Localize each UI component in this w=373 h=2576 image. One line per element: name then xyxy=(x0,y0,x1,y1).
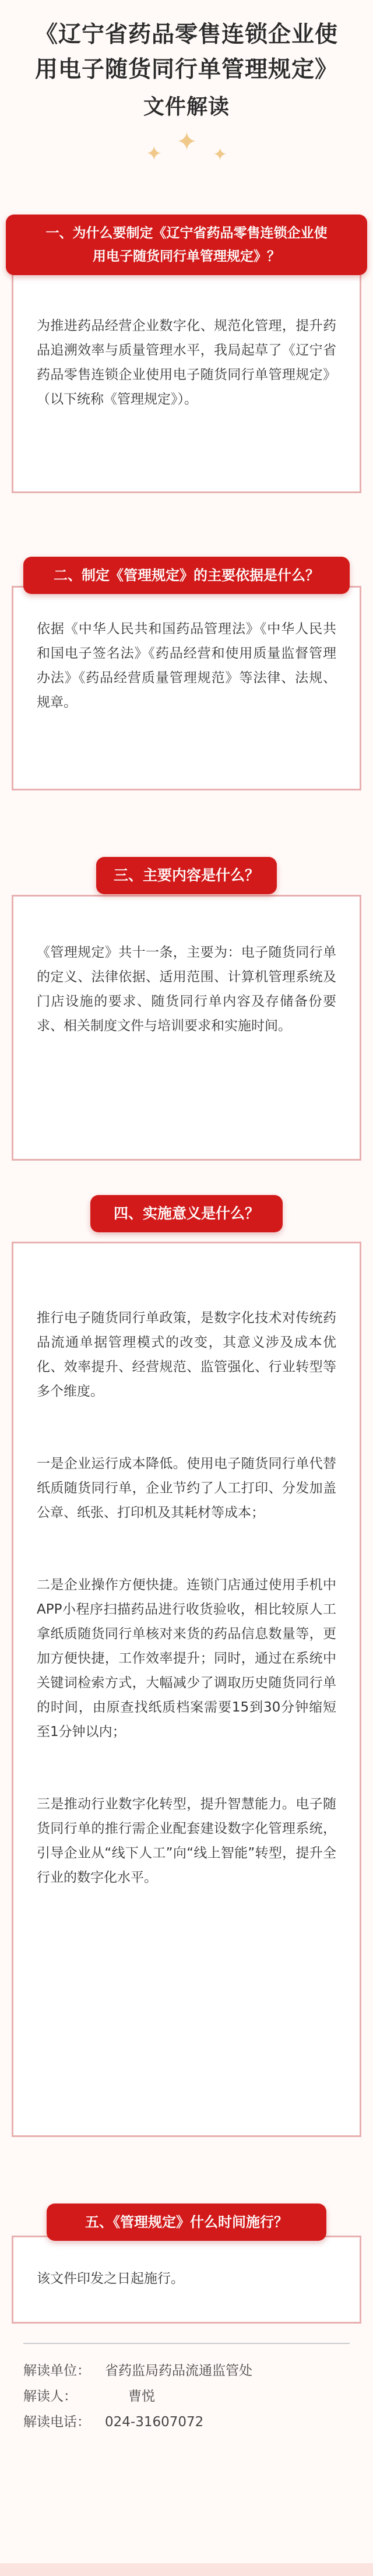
section-1-heading xyxy=(6,215,367,275)
footer-unit-label: 解读单位： xyxy=(23,2363,90,2378)
footer-credits xyxy=(23,2343,350,2435)
section-4-text xyxy=(13,1243,360,1938)
bottom-decoration-bar xyxy=(0,2563,373,2576)
section-4-paragraph-3: 二是企业操作方便快捷。连锁门店通过使用手机中APP小程序扫描药品进行收货验收，相比较原人工拿纸质随货同行单核对来货的药品信息数量等，更加方便快捷，工作效率提升；同时，通过在系统中关键词检索方式，大幅减少了调取历史随货同行单的时间，由原查找纸质档案需要15到30分钟缩短至1分钟以内； xyxy=(37,1577,336,1739)
footer-phone-label: 解读电话： xyxy=(23,2415,90,2430)
footer-person-label: 解读人： xyxy=(23,2389,77,2404)
footer-phone-row xyxy=(23,2409,350,2435)
section-1-heading-line-1: 一、为什么要制定《辽宁省药品零售连锁企业使 xyxy=(45,226,328,241)
section-1-heading-line-2: 用电子随货同行单管理规定》？ xyxy=(93,249,280,264)
section-4-box xyxy=(12,1242,361,2137)
section-5-box xyxy=(12,2236,361,2324)
footer-unit-row xyxy=(23,2358,350,2384)
sparkle-icon: ✦ xyxy=(176,127,198,157)
section-4-heading: 四、实施意义是什么？ xyxy=(90,1195,283,1232)
sparkle-icon: ✦ xyxy=(213,145,228,165)
title-line-1: 《辽宁省药品零售连锁企业使 xyxy=(34,22,338,48)
title-line-2: 用电子随货同行单管理规定》 xyxy=(34,57,338,83)
section-2-box xyxy=(12,586,361,790)
section-1-text: 为推进药品经营企业数字化、规范化管理，提升药品追溯效率与质量管理水平，我局起草了《辽宁省药品零售连锁企业使用电子随货同行单管理规定》（以下统称《管理规定》）。 xyxy=(37,318,336,407)
sparkle-icon: ✦ xyxy=(146,142,163,166)
footer-phone-value: 024-31607072 xyxy=(105,2415,204,2430)
section-4-paragraph-4: 三是推动行业数字化转型，提升智慧能力。电子随货同行单的推行需企业配套建设数字化管理系统，引导企业从“线下人工”向“线上智能”转型，提升全行业的数字化水平。 xyxy=(37,1797,336,1885)
section-3-heading: 三、主要内容是什么？ xyxy=(96,857,277,894)
footer-person-row xyxy=(23,2384,350,2409)
section-1-box xyxy=(12,248,361,493)
section-5-text: 该文件印发之日起施行。 xyxy=(37,2271,184,2286)
section-3-text: 《管理规定》共十一条，主要为：电子随货同行单的定义、法律依据、适用范围、计算机管理系统及门店设施的要求、随货同行单内容及存储备份要求、相关制度文件与培训要求和实施时间。 xyxy=(37,945,336,1034)
footer-unit-value: 省药监局药品流通监管处 xyxy=(105,2363,252,2378)
title-line-3: 文件解读 xyxy=(143,95,230,119)
section-3-box xyxy=(12,895,361,1161)
section-4-paragraph-1: 推行电子随货同行单政策，是数字化技术对传统药品流通单据管理模式的改变，其意义涉及成本优化、效率提升、经营规范、监管强化、行业转型等多个维度。 xyxy=(37,1310,336,1399)
section-4-paragraph-2: 一是企业运行成本降低。使用电子随货同行单代替纸质随货同行单，企业节约了人工打印、分发加盖公章、纸张、打印机及其耗材等成本； xyxy=(37,1456,336,1520)
section-2-text: 依据《中华人民共和国药品管理法》《中华人民共和国电子签名法》《药品经营和使用质量监督管理办法》《药品经营质量管理规范》等法律、法规、规章。 xyxy=(37,621,336,710)
section-2-heading: 二、制定《管理规定》的主要依据是什么？ xyxy=(23,557,350,594)
sparkle-decoration xyxy=(0,125,373,171)
section-5-heading: 五、《管理规定》什么时间施行？ xyxy=(47,2204,326,2241)
footer-person-value: 曹悦 xyxy=(128,2389,155,2404)
title-block xyxy=(0,0,373,125)
